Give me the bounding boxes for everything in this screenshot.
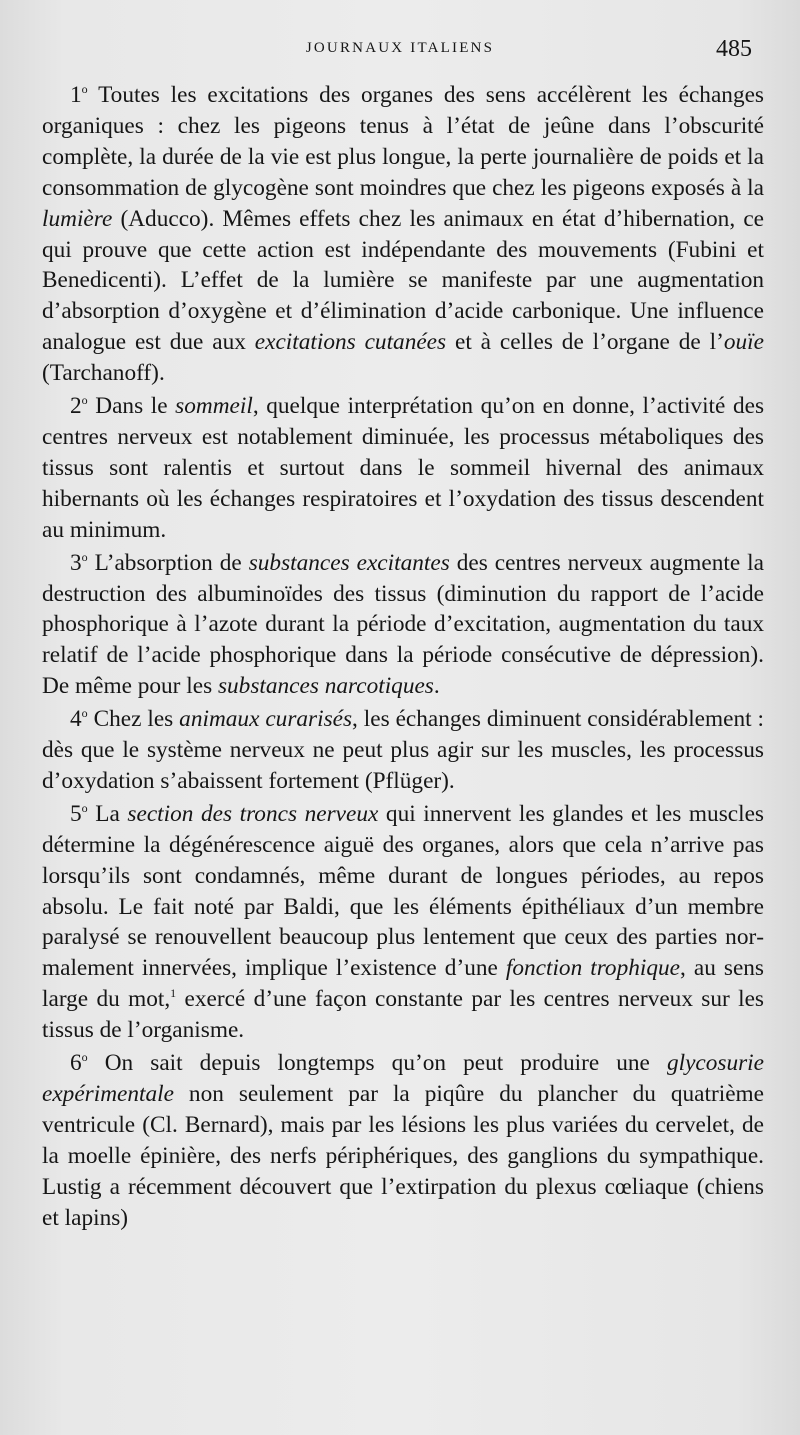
text-run: Toutes les excitations des organes des sens accélèrent les échanges organiques : chez les pigeons tenus à l’état de jeûne dans l’obscurité complète, la durée de la vie est plus longue, la perte journalière de poids et la consommation de glycogène sont moindres que chez les pigeons exposés à la <box>42 82 764 201</box>
paragraph-5 <box>42 799 764 1046</box>
text-run: L’absorption de <box>87 549 249 576</box>
paragraph-4 <box>42 704 764 797</box>
text-run: 4 <box>70 706 82 733</box>
text-run: 6 <box>70 1050 82 1077</box>
text-run: non seulement par la piqûre du plancher du quatrième ventricule (Cl. Bernard), mais par les lésions les plus variées du cervelet, de la moelle épinière, des nerfs périphériques, des ganglions du sympathique. Lustig a récemment découvert que l’extirpation du plexus cœliaque (chiens et lapins) <box>42 1081 764 1231</box>
italic-text: ouïe <box>723 329 764 356</box>
text-run: 1 <box>70 82 82 108</box>
running-title: JOURNAUX ITALIENS <box>305 40 495 56</box>
text-run: et à celles de l’organe de l’ <box>446 329 724 356</box>
text-run: (Aducco). Mêmes effets chez les animaux en état d’hibernation, ce qui prouve que cette action est indépendante des mouvements (Fubini et Benedicenti). L’effet de la lumière se manifeste par une augmentation d’absorption d’oxygène et d’élimination d’acide carbonique. Une influence analogue est due aux <box>42 205 764 356</box>
text-run: 3 <box>70 549 82 576</box>
italic-text: lumière <box>42 205 113 232</box>
text-run: exercé d’une façon constante par les centres nerveux sur les tissus de l’organisme. <box>42 986 764 1044</box>
italic-text: section des troncs nerveux <box>127 800 379 827</box>
italic-text: fonction trophique <box>505 955 680 982</box>
italic-text: excitations cutanées <box>254 329 447 356</box>
italic-text: glycosurie expérimentale <box>42 1050 764 1107</box>
paragraph-1 <box>42 80 764 389</box>
superscript: 1 <box>170 986 177 1001</box>
text-run: , au sens large du mot, <box>42 955 764 1013</box>
superscript: o <box>81 800 88 815</box>
superscript: o <box>81 549 88 564</box>
italic-text: substances narcotiques <box>217 673 434 700</box>
text-run: Dans le <box>87 393 176 420</box>
page-number: 485 <box>716 36 752 62</box>
superscript: o <box>81 82 88 96</box>
superscript: o <box>81 1050 88 1065</box>
paragraph-2 <box>42 391 764 546</box>
text-run: . <box>433 673 440 700</box>
text-run: , quelque interprétation qu’on en donne, l’activité des centres nerveux est notablement diminuée, les processus métaboliques des tissus sont ralentis et surtout dans le sommeil hivernal des animaux hibernants où les échanges respiratoires et l’oxydation des tissus descendent au minimum. <box>42 393 765 543</box>
italic-text: substances excitantes <box>248 549 450 576</box>
paragraph-3 <box>42 548 764 703</box>
text-run: Chez les <box>87 706 180 733</box>
text-run: La <box>87 800 128 827</box>
text-run: (Tarchanoff). <box>42 360 165 387</box>
text-run: 5 <box>70 800 82 827</box>
text-run: qui innervent les glandes et les muscles détermine la dégénérescence aiguë des organes, alors que cela n’arrive pas lorsqu’ils sont condamnés, même durant de longues périodes, au repos absolu. Le fait noté par Baldi, que les éléments épithéliaux d’un membre paralysé se renouvellent beaucoup plus lentement que ceux des parties normalement innervées, implique l’existence d’une <box>42 800 764 982</box>
text-run: des centres nerveux augmente la destruction des albuminoïdes des tissus (diminution du rapport de l’acide phosphorique à l’azote durant la période d’excitation, augmentation du taux relatif de l’acide phosphorique dans la période consécutive de dépression). De même pour les <box>42 549 764 700</box>
paragraph-6 <box>42 1048 764 1233</box>
italic-text: sommeil <box>175 393 253 420</box>
superscript: o <box>81 706 88 721</box>
text-run: , les échanges diminuent considérablement : dès que le système nerveux ne peut plus agir sur les muscles, les processus d’oxydation s’abaissent fortement (Pflüger). <box>42 706 764 794</box>
text-run: On sait depuis longtemps qu’on peut produire une <box>87 1050 667 1077</box>
italic-text: animaux curarisés <box>179 706 353 733</box>
superscript: o <box>81 393 88 408</box>
page-header <box>40 36 760 66</box>
text-run: 2 <box>70 393 82 420</box>
body-text <box>42 80 764 1236</box>
